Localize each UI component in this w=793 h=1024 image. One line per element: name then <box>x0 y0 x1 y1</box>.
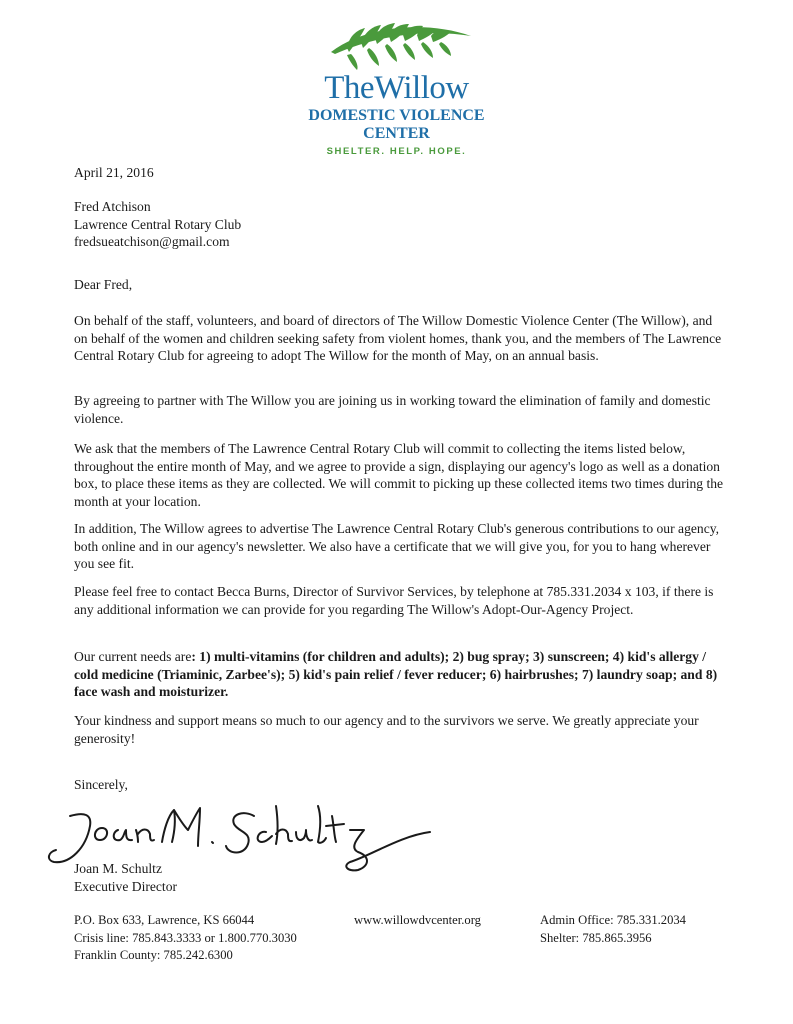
paragraph-partner: By agreeing to partner with The Willow you are joining us in working toward the elimination of family and domestic violence. <box>74 393 711 426</box>
footer-contact-right <box>540 912 686 947</box>
paragraph-advertise: In addition, The Willow agrees to advertise The Lawrence Central Rotary Club's generous contributions to our agency, both online and in our agency's newsletter. We also have a certificate that we will give you, for you to hang wherever you see fit. <box>74 521 720 571</box>
salutation: Dear Fred, <box>74 277 133 292</box>
footer-website: www.willowdvcenter.org <box>354 913 481 927</box>
footer-admin-office: Admin Office: 785.331.2034 <box>540 913 686 927</box>
recipient-name: Fred Atchison <box>74 199 151 214</box>
paragraph-contact: Please feel free to contact Becca Burns, Director of Survivor Services, by telephone at 785.331.2034 x 103, if there is any additional information we can provide for you regarding The Willow's Adopt-Our-Agency Project. <box>74 584 714 617</box>
letter-date: April 21, 2016 <box>74 165 154 180</box>
needs-list: : 1) multi-vitamins (for children and adults); 2) bug spray; 3) sunscreen; 4) kid's allergy / cold medicine (Triaminic, Zarbee's); 5) kid's pain relief / fever reducer; 6) hairbrushes; 7) laundry soap; and 8) face wash and moisturizer. <box>74 649 718 699</box>
paragraph-needs <box>74 648 724 701</box>
recipient-address <box>74 198 724 251</box>
signer-name: Joan M. Schultz <box>74 861 162 876</box>
paragraph-collection: We ask that the members of The Lawrence Central Rotary Club will commit to collecting the items listed below, throughout the entire month of May, and we agree to provide a sign, displaying our agency's logo as well as a donation box, to place these items as they are collected. We will commit to picking up these collected items two times during the month at your location. <box>74 441 724 509</box>
footer-crisis-line: Crisis line: 785.843.3333 or 1.800.770.3030 <box>74 930 297 945</box>
logo-wordmark <box>0 70 793 106</box>
footer-address: P.O. Box 633, Lawrence, KS 66044 <box>74 913 255 927</box>
recipient-email: fredsueatchison@gmail.com <box>74 234 230 249</box>
letterhead <box>0 0 793 160</box>
recipient-organization: Lawrence Central Rotary Club <box>74 216 242 232</box>
footer-shelter: Shelter: 785.865.3956 <box>540 930 652 945</box>
signer-block <box>74 860 724 895</box>
willow-leaf-logo-icon <box>325 22 475 72</box>
logo-willow: Willow <box>374 70 469 106</box>
logo-the: The <box>324 70 375 106</box>
closing-word: Sincerely, <box>74 777 128 792</box>
paragraph-thanks: On behalf of the staff, volunteers, and board of directors of The Willow Domestic Violence Center (The Willow), and on behalf of the women and children seeking safety from violent homes, thank you, and the members of The Lawrence Central Rotary Club for agreeing to adopt The Willow for the month of May, on an annual basis. <box>74 313 722 363</box>
footer-contact-middle <box>354 912 481 930</box>
logo-tagline: SHELTER. HELP. HOPE. <box>326 146 467 157</box>
signer-title: Executive Director <box>74 878 178 894</box>
paragraph-closing: Your kindness and support means so much to our agency and to the survivors we serve. We greatly appreciate your generosity! <box>74 713 699 746</box>
footer-contact-left <box>74 912 297 965</box>
needs-intro: Our current needs are <box>74 649 192 664</box>
logo-subtitle-line2: CENTER <box>363 125 430 142</box>
footer-franklin-county: Franklin County: 785.242.6300 <box>74 948 233 962</box>
logo-subtitle-line1: DOMESTIC VIOLENCE <box>308 107 485 124</box>
